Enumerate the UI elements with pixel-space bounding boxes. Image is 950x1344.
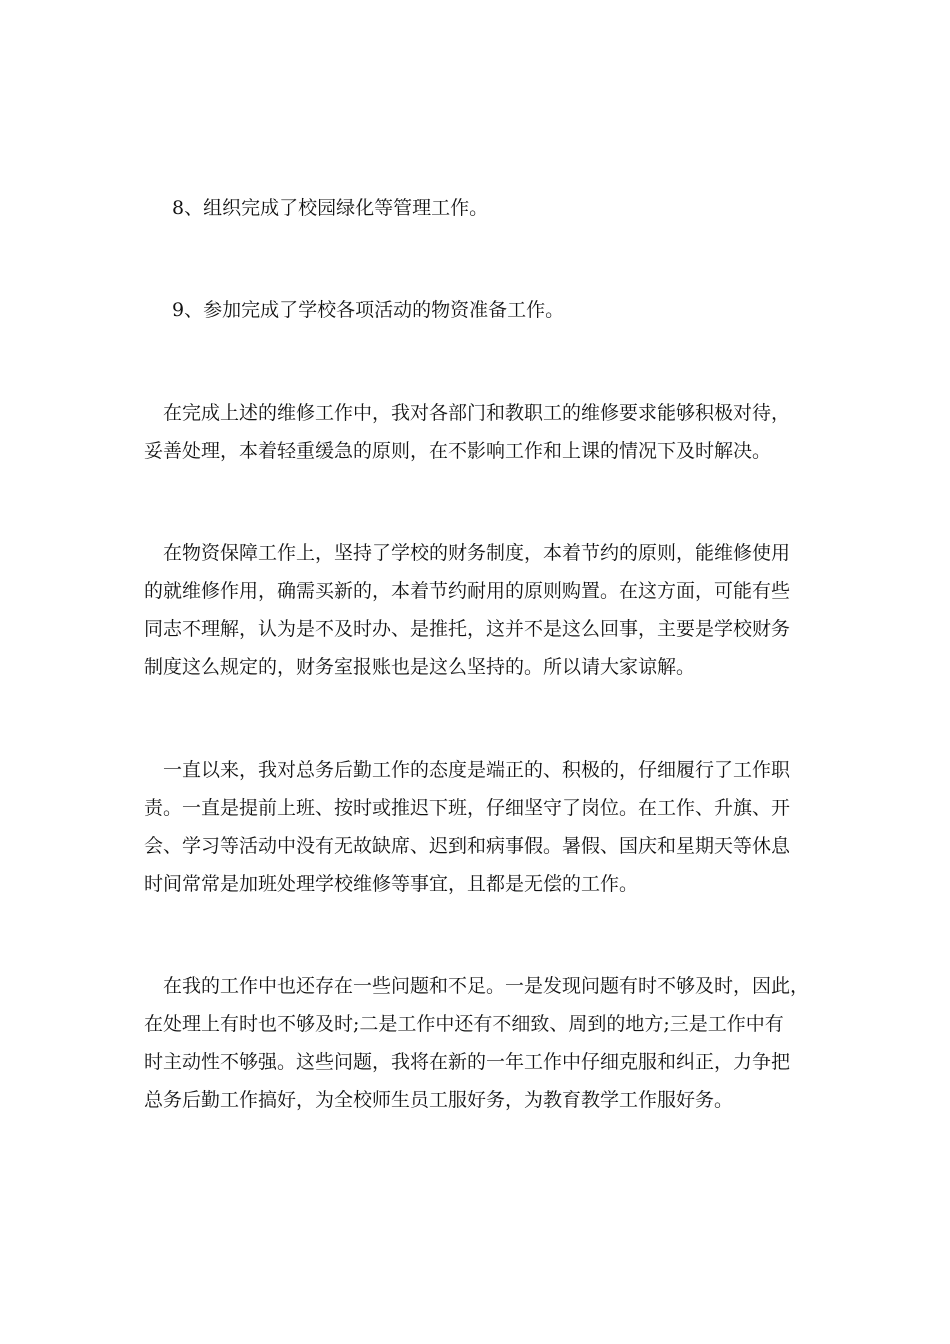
list-item-9: 9、参加完成了学校各项活动的物资准备工作。: [172, 299, 565, 321]
paragraph-line: 责。一直是提前上班、按时或推迟下班，仔细坚守了岗位。在工作、升旗、开: [144, 797, 791, 819]
paragraph-line: 在处理上有时也不够及时;二是工作中还有不细致、周到的地方;三是工作中有: [144, 1013, 784, 1035]
paragraph-line: 时间常常是加班处理学校维修等事宜，且都是无偿的工作。: [144, 873, 639, 895]
paragraph-line: 总务后勤工作搞好，为全校师生员工服好务，为教育教学工作服好务。: [144, 1089, 734, 1111]
paragraph-line: 在完成上述的维修工作中，我对各部门和教职工的维修要求能够积极对待，: [144, 402, 791, 424]
paragraph-line: 一直以来，我对总务后勤工作的态度是端正的、积极的，仔细履行了工作职: [144, 759, 791, 781]
paragraph-line: 在我的工作中也还存在一些问题和不足。一是发现问题有时不够及时，因此，: [144, 975, 810, 997]
paragraph-line: 时主动性不够强。这些问题，我将在新的一年工作中仔细克服和纠正，力争把: [144, 1051, 791, 1073]
paragraph-line: 妥善处理，本着轻重缓急的原则，在不影响工作和上课的情况下及时解决。: [144, 440, 772, 462]
paragraph-line: 制度这么规定的，财务室报账也是这么坚持的。所以请大家谅解。: [144, 656, 696, 678]
paragraph-line: 同志不理解，认为是不及时办、是推托，这并不是这么回事，主要是学校财务: [144, 618, 791, 640]
list-item-8: 8、组织完成了校园绿化等管理工作。: [172, 197, 489, 219]
paragraph-line: 会、学习等活动中没有无故缺席、迟到和病事假。暑假、国庆和星期天等休息: [144, 835, 791, 857]
paragraph-line: 的就维修作用，确需买新的，本着节约耐用的原则购置。在这方面，可能有些: [144, 580, 791, 602]
paragraph-line: 在物资保障工作上，坚持了学校的财务制度，本着节约的原则，能维修使用: [144, 542, 791, 564]
